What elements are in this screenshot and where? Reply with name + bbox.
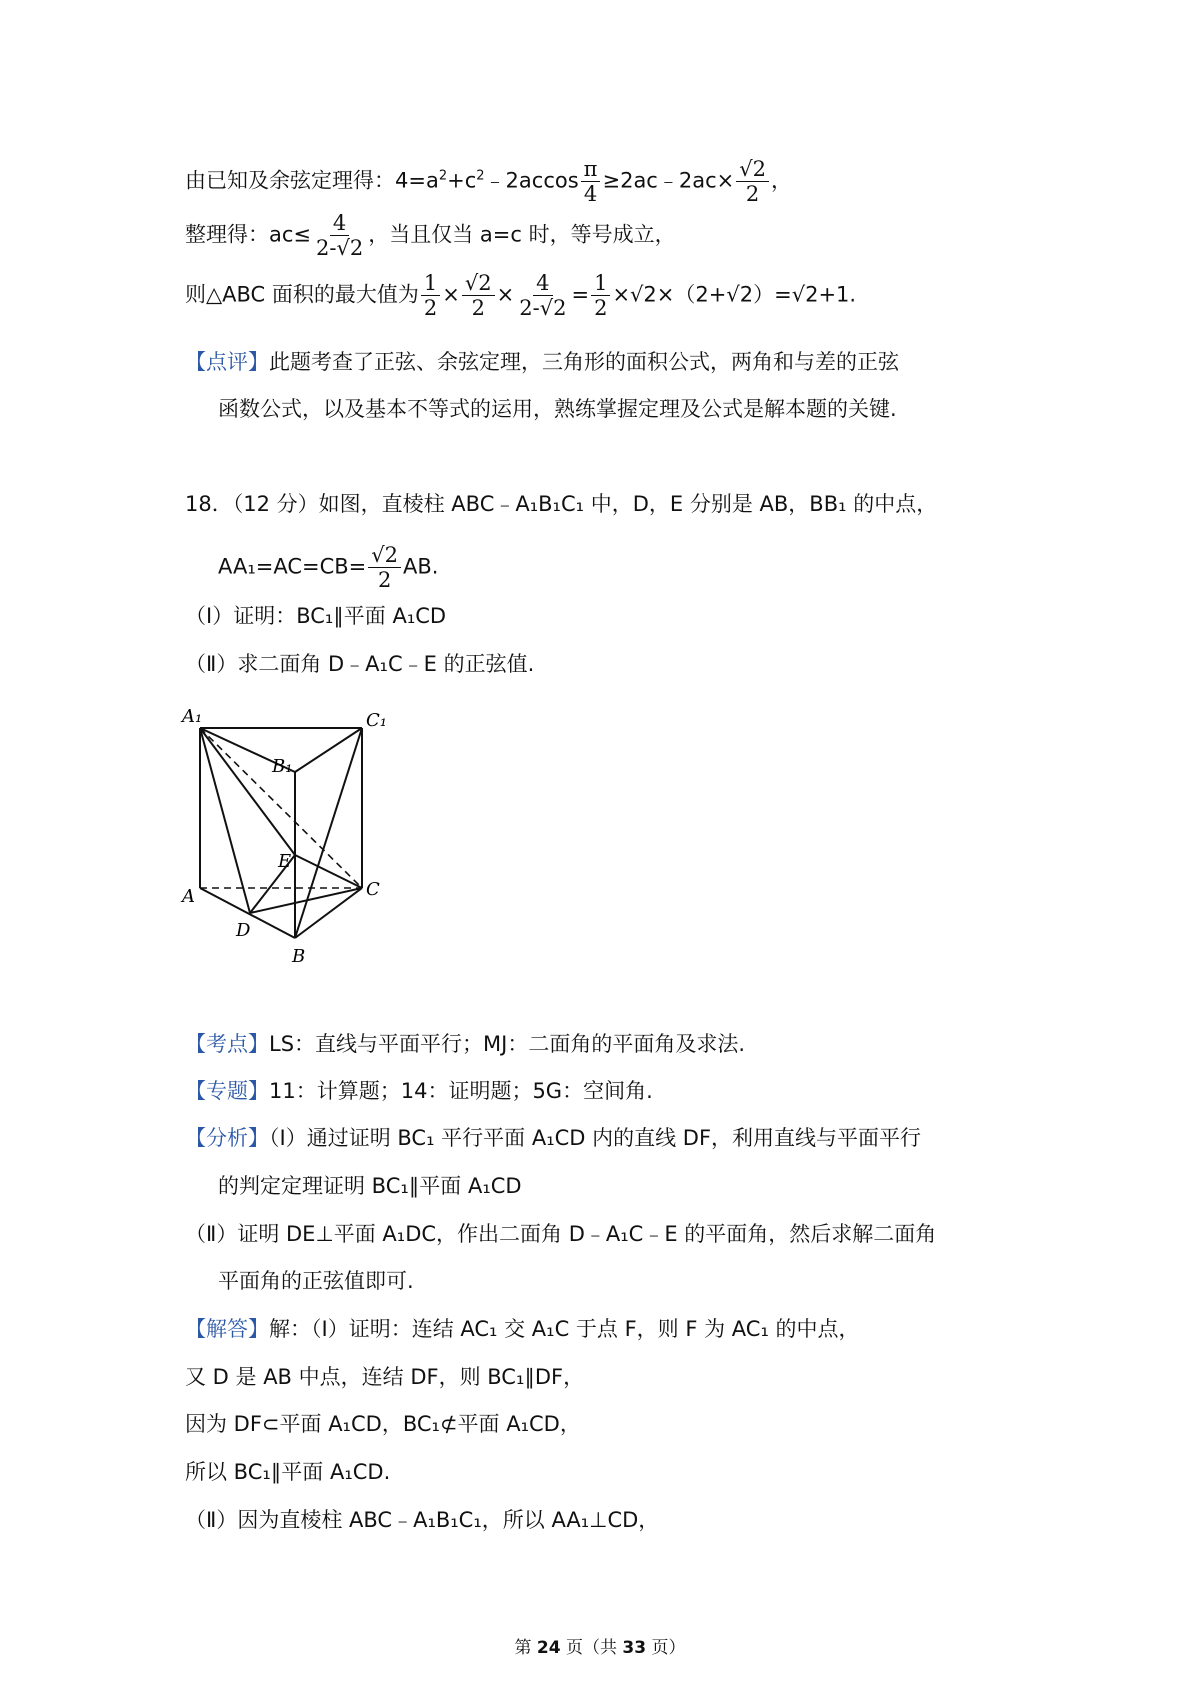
seg-BC1 — [295, 728, 362, 938]
numerator: √2 — [736, 158, 769, 182]
text: 因为 DF⊂平面 A₁CD，BC₁⊄平面 A₁CD， — [185, 1412, 581, 1436]
q18-line-1 — [185, 494, 937, 515]
text: 所以 BC₁∥平面 A₁CD. — [185, 1460, 391, 1484]
review-line-2 — [218, 399, 897, 420]
zhuanti-line — [185, 1081, 653, 1102]
numerator: 1 — [421, 272, 440, 296]
text: 平面角的正弦值即可. — [218, 1269, 414, 1293]
fraction-half — [421, 272, 440, 319]
fraction-4-over-2-minus-sqrt2 — [313, 212, 366, 259]
page-footer — [0, 1633, 1200, 1658]
review-tag: 【点评】 — [185, 350, 269, 374]
text: （Ⅰ）通过证明 BC₁ 平行平面 A₁CD 内的直线 DF，利用直线与平面平行 — [269, 1126, 922, 1150]
numerator: 4 — [533, 272, 552, 296]
q18-part-1 — [185, 606, 446, 627]
page-number: 24 — [536, 1638, 561, 1658]
label-D: D — [236, 920, 251, 941]
text: ﹣2accos — [484, 168, 579, 193]
seg-EC — [295, 855, 362, 888]
text: 由已知及余弦定理得： — [185, 168, 395, 193]
text: 页） — [646, 1638, 686, 1658]
fraction-pi-over-4 — [581, 158, 601, 205]
fenxi-line-2 — [218, 1176, 522, 1197]
text: 又 D 是 AB 中点，连结 DF，则 BC₁∥DF， — [185, 1365, 585, 1389]
fraction-sqrt2-over-2 — [736, 158, 769, 205]
kaodian-line — [185, 1034, 745, 1055]
fenxi-line-4 — [218, 1271, 414, 1292]
fenxi-line-1 — [185, 1128, 921, 1149]
label-B1: B₁ — [272, 756, 293, 777]
fraction-sqrt2-over-2 — [368, 544, 401, 591]
denominator: 2 — [377, 568, 392, 593]
numerator: 4 — [330, 212, 349, 236]
text: AB. — [403, 554, 439, 579]
text: 第 — [514, 1638, 537, 1658]
denominator: 2 — [471, 296, 485, 321]
text: × — [442, 282, 460, 307]
page-total: 33 — [622, 1638, 647, 1658]
text: 函数公式，以及基本不等式的运用，熟练掌握定理及公式是解本题的关键. — [218, 397, 897, 421]
text: 整理得：ac≤ — [185, 222, 312, 247]
seg-A1E — [200, 728, 295, 855]
fraction-half — [591, 272, 610, 319]
text: 4=a — [395, 168, 439, 193]
numerator: 1 — [591, 272, 610, 296]
text: （Ⅰ）证明：BC₁∥平面 A₁CD — [185, 604, 447, 628]
denominator: 2 — [594, 296, 608, 321]
seg-A1D — [200, 728, 250, 913]
q18-part-2 — [185, 654, 534, 675]
text: ，当且仅当 a=c 时，等号成立， — [368, 222, 676, 247]
text: 的判定定理证明 BC₁∥平面 A₁CD — [218, 1174, 522, 1198]
text: （2+√2）=√2+1. — [674, 282, 857, 307]
text: AA₁=AC=CB= — [218, 554, 367, 579]
denominator: 4 — [583, 182, 598, 207]
text: × — [496, 282, 515, 307]
text: = — [571, 282, 590, 307]
label-C: C — [366, 879, 380, 900]
text: √2 — [630, 282, 657, 307]
text: ≥2ac﹣2ac× — [602, 168, 735, 193]
numerator: √2 — [368, 544, 401, 568]
jieda-line-5 — [185, 1510, 659, 1531]
jieda-line-2 — [185, 1367, 584, 1388]
numerator: √2 — [462, 272, 495, 296]
jieda-line-3 — [185, 1414, 581, 1435]
text: 页（共 — [560, 1638, 623, 1658]
denominator: 2 — [745, 182, 760, 207]
jieda-line-4 — [185, 1462, 390, 1483]
text: × — [612, 282, 631, 307]
prev-line-2 — [185, 212, 676, 259]
text: （Ⅱ）求二面角 D﹣A₁C﹣E 的正弦值. — [185, 652, 535, 676]
jieda-tag: 【解答】 — [185, 1317, 269, 1341]
fenxi-tag: 【分析】 — [185, 1126, 269, 1150]
text: +c — [447, 168, 477, 193]
denominator: 2-√2 — [519, 296, 567, 321]
jieda-line-1 — [185, 1319, 860, 1340]
sup: 2 — [476, 168, 485, 184]
edge-B1C1 — [295, 728, 362, 772]
text: × — [656, 282, 675, 307]
text: （Ⅱ）证明 DE⊥平面 A₁DC，作出二面角 D﹣A₁C﹣E 的平面角，然后求解二面角 — [185, 1222, 937, 1246]
text: 18．（12 分）如图，直棱柱 ABC﹣A₁B₁C₁ 中，D，E 分别是 AB，BB₁ 的中点， — [185, 492, 938, 516]
denominator: 2 — [423, 296, 438, 321]
sup: 2 — [438, 168, 448, 184]
denominator: 2-√2 — [316, 236, 364, 261]
fraction-4-over-2-minus-sqrt2 — [516, 272, 569, 319]
text: ， — [770, 168, 792, 193]
label-B: B — [292, 946, 306, 967]
numerator: π — [581, 158, 601, 182]
q18-line-2 — [218, 544, 438, 591]
prev-line-3 — [185, 272, 856, 319]
review-line-1 — [185, 352, 899, 373]
label-A1: A₁ — [182, 706, 203, 727]
prev-line-1 — [185, 158, 792, 205]
text: 此题考查了正弦、余弦定理，三角形的面积公式，两角和与差的正弦 — [269, 350, 899, 374]
zhuanti-tag: 【专题】 — [185, 1079, 269, 1103]
fraction-sqrt2-over-2 — [462, 272, 495, 319]
text: LS：直线与平面平行；MJ：二面角的平面角及求法. — [269, 1032, 746, 1056]
text: 解：（Ⅰ）证明：连结 AC₁ 交 A₁C 于点 F，则 F 为 AC₁ 的中点， — [269, 1317, 860, 1341]
label-C1: C₁ — [366, 710, 387, 731]
prism-figure — [180, 696, 430, 976]
text: 则△ABC 面积的最大值为 — [185, 282, 419, 307]
text: 11：计算题；14：证明题；5G：空间角. — [269, 1079, 653, 1103]
label-A: A — [182, 886, 195, 907]
text: （Ⅱ）因为直棱柱 ABC﹣A₁B₁C₁，所以 AA₁⊥CD， — [185, 1508, 660, 1532]
kaodian-tag: 【考点】 — [185, 1032, 269, 1056]
label-E: E — [278, 851, 292, 872]
fenxi-line-3 — [185, 1224, 936, 1245]
